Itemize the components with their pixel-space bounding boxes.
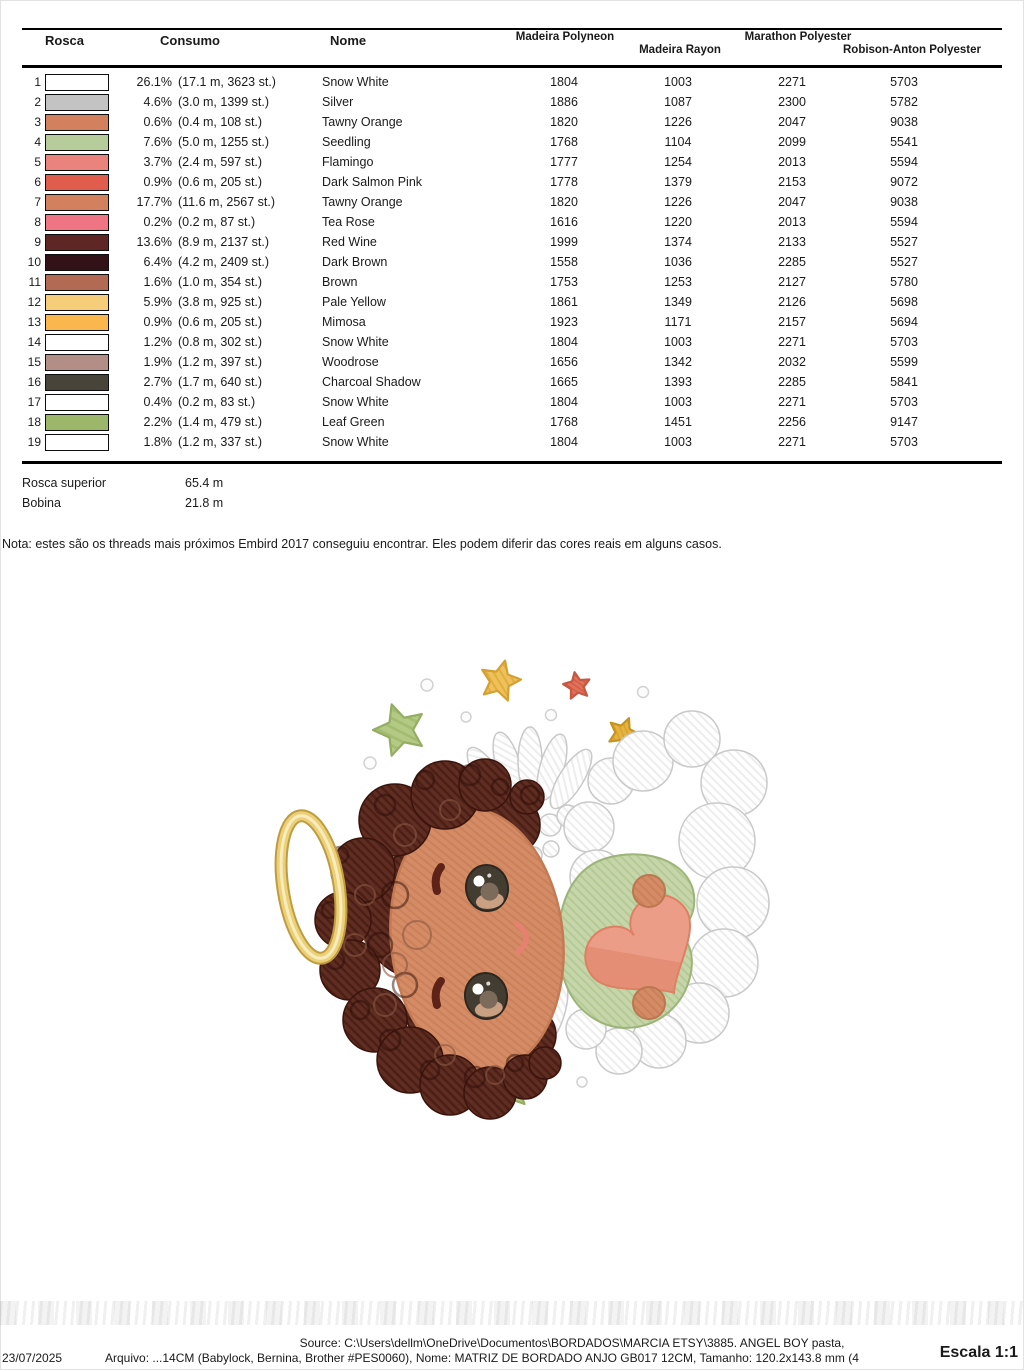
color-swatch	[45, 254, 109, 271]
madeira-rayon-code: 1342	[664, 355, 692, 369]
robison-anton-code: 9147	[890, 415, 918, 429]
table-row	[22, 352, 1002, 372]
color-swatch	[45, 234, 109, 251]
marathon-polyester-code: 2127	[778, 275, 806, 289]
marathon-polyester-code: 2047	[778, 115, 806, 129]
thread-name: Charcoal Shadow	[322, 375, 421, 389]
marathon-polyester-code: 2013	[778, 215, 806, 229]
madeira-polyneon-code: 1804	[550, 395, 578, 409]
marathon-polyester-code: 2285	[778, 255, 806, 269]
consumo-percent: 26.1%	[136, 75, 172, 89]
madeira-polyneon-code: 1753	[550, 275, 578, 289]
table-row	[22, 92, 1002, 112]
consumo-percent: 2.7%	[143, 375, 172, 389]
row-number: 3	[34, 115, 41, 129]
consumo-percent: 7.6%	[143, 135, 172, 149]
consumo-detail: (4.2 m, 2409 st.)	[178, 255, 270, 269]
thread-name: Tea Rose	[322, 215, 375, 229]
table-row	[22, 332, 1002, 352]
marathon-polyester-code: 2032	[778, 355, 806, 369]
consumo-detail: (0.2 m, 83 st.)	[178, 395, 256, 409]
consumo-percent: 0.9%	[143, 175, 172, 189]
row-number: 6	[34, 175, 41, 189]
robison-anton-code: 5594	[890, 215, 918, 229]
thread-name: Flamingo	[322, 155, 374, 169]
note-text: Nota: estes são os threads mais próximos Embird 2017 conseguiu encontrar. Eles podem diferir das cores reais em alguns casos.	[2, 537, 722, 551]
color-swatch	[45, 174, 109, 191]
table-row	[22, 132, 1002, 152]
footer-file-line: Arquivo: ...14CM (Babylock, Bernina, Brother #PES0060), Nome: MATRIZ DE BORDADO ANJO GB017 12CM, Tamanho: 120.2x143.8 mm (4	[105, 1351, 859, 1365]
robison-anton-code: 9038	[890, 115, 918, 129]
consumo-percent: 4.6%	[143, 95, 172, 109]
thread-name: Seedling	[322, 135, 371, 149]
madeira-polyneon-code: 1804	[550, 75, 578, 89]
consumo-percent: 1.6%	[143, 275, 172, 289]
thread-name: Red Wine	[322, 235, 377, 249]
row-number: 7	[34, 195, 41, 209]
consumo-detail: (3.0 m, 1399 st.)	[178, 95, 270, 109]
madeira-polyneon-code: 1665	[550, 375, 578, 389]
madeira-rayon-code: 1104	[664, 135, 692, 149]
color-swatch	[45, 394, 109, 411]
header-robison-anton: Robison-Anton Polyester	[842, 44, 982, 56]
madeira-polyneon-code: 1820	[550, 115, 578, 129]
consumo-percent: 0.6%	[143, 115, 172, 129]
color-swatch	[45, 414, 109, 431]
robison-anton-code: 5599	[890, 355, 918, 369]
table-row	[22, 72, 1002, 92]
consumo-percent: 6.4%	[143, 255, 172, 269]
thread-name: Dark Salmon Pink	[322, 175, 423, 189]
robison-anton-code: 5527	[890, 255, 918, 269]
row-number: 10	[27, 255, 41, 269]
header-nome: Nome	[330, 33, 367, 48]
header-marathon: Marathon Polyester	[744, 31, 852, 43]
row-number: 12	[27, 295, 41, 309]
color-swatch	[45, 354, 109, 371]
thread-name: Silver	[322, 95, 354, 109]
row-number: 13	[27, 315, 41, 329]
thread-name: Leaf Green	[322, 415, 385, 429]
consumo-detail: (1.2 m, 397 st.)	[178, 355, 263, 369]
consumo-percent: 1.9%	[143, 355, 172, 369]
halo	[272, 812, 350, 963]
marathon-polyester-code: 2271	[778, 75, 806, 89]
madeira-rayon-code: 1253	[664, 275, 692, 289]
marathon-polyester-code: 2153	[778, 175, 806, 189]
footer-scale-label: Escala 1:1	[939, 1344, 1018, 1361]
marathon-polyester-code: 2271	[778, 395, 806, 409]
table-row	[22, 232, 1002, 252]
marathon-polyester-code: 2285	[778, 375, 806, 389]
table-row	[22, 172, 1002, 192]
marathon-polyester-code: 2126	[778, 295, 806, 309]
color-swatch	[45, 274, 109, 291]
table-row	[22, 112, 1002, 132]
marathon-polyester-code: 2256	[778, 415, 806, 429]
color-swatch	[45, 154, 109, 171]
thread-name: Pale Yellow	[322, 295, 386, 309]
robison-anton-code: 5841	[890, 375, 918, 389]
consumo-percent: 13.6%	[136, 235, 172, 249]
thread-name: Snow White	[322, 335, 389, 349]
table-top-rule	[22, 28, 1002, 30]
consumo-detail: (1.2 m, 337 st.)	[178, 435, 263, 449]
color-swatch	[45, 134, 109, 151]
bobina-label: Bobina	[22, 496, 61, 510]
madeira-rayon-code: 1254	[664, 155, 692, 169]
madeira-rayon-code: 1171	[664, 315, 692, 329]
row-number: 15	[27, 355, 41, 369]
table-row	[22, 372, 1002, 392]
madeira-rayon-code: 1036	[664, 255, 692, 269]
madeira-rayon-code: 1393	[664, 375, 692, 389]
robison-anton-code: 5703	[890, 395, 918, 409]
marathon-polyester-code: 2133	[778, 235, 806, 249]
thread-name: Brown	[322, 275, 358, 289]
color-swatch	[45, 374, 109, 391]
row-number: 11	[28, 275, 41, 289]
color-swatch	[45, 194, 109, 211]
madeira-polyneon-code: 1777	[550, 155, 578, 169]
consumo-percent: 5.9%	[143, 295, 172, 309]
thread-name: Tawny Orange	[322, 115, 403, 129]
madeira-rayon-code: 1003	[664, 395, 692, 409]
table-row	[22, 152, 1002, 172]
faint-stitch-band	[0, 1301, 1024, 1325]
madeira-rayon-code: 1003	[664, 335, 692, 349]
robison-anton-code: 5541	[890, 135, 918, 149]
consumo-detail: (1.0 m, 354 st.)	[178, 275, 263, 289]
consumo-detail: (0.6 m, 205 st.)	[178, 315, 263, 329]
header-madeira-polyneon: Madeira Polyneon	[515, 31, 615, 43]
row-number: 9	[34, 235, 41, 249]
marathon-polyester-code: 2099	[778, 135, 806, 149]
consumo-detail: (2.4 m, 597 st.)	[178, 155, 263, 169]
row-number: 17	[27, 395, 41, 409]
robison-anton-code: 5782	[890, 95, 918, 109]
thread-name: Woodrose	[322, 355, 379, 369]
robison-anton-code: 9038	[890, 195, 918, 209]
madeira-polyneon-code: 1820	[550, 195, 578, 209]
thread-name: Mimosa	[322, 315, 366, 329]
marathon-polyester-code: 2271	[778, 335, 806, 349]
thread-name: Dark Brown	[322, 255, 388, 269]
consumo-percent: 0.2%	[143, 215, 172, 229]
color-swatch	[45, 94, 109, 111]
consumo-detail: (1.7 m, 640 st.)	[178, 375, 263, 389]
robison-anton-code: 5780	[890, 275, 918, 289]
madeira-rayon-code: 1451	[664, 415, 692, 429]
table-row	[22, 312, 1002, 332]
color-swatch	[45, 74, 109, 91]
madeira-polyneon-code: 1778	[550, 175, 578, 189]
rosca-superior-label: Rosca superior	[22, 476, 107, 490]
table-row	[22, 192, 1002, 212]
row-number: 14	[27, 335, 41, 349]
thread-name: Snow White	[322, 75, 389, 89]
embroidery-design-angel-boy	[245, 615, 775, 1275]
consumo-detail: (0.8 m, 302 st.)	[178, 335, 263, 349]
consumo-detail: (0.2 m, 87 st.)	[178, 215, 256, 229]
thread-table	[22, 72, 1002, 452]
header-consumo: Consumo	[160, 33, 220, 48]
robison-anton-code: 9072	[890, 175, 918, 189]
robison-anton-code: 5694	[890, 315, 918, 329]
row-number: 4	[34, 135, 41, 149]
row-number: 16	[27, 375, 41, 389]
footer-date: 23/07/2025	[2, 1351, 63, 1365]
consumo-percent: 1.2%	[143, 335, 172, 349]
marathon-polyester-code: 2013	[778, 155, 806, 169]
table-row	[22, 252, 1002, 272]
consumo-detail: (11.6 m, 2567 st.)	[178, 195, 276, 209]
consumo-percent: 0.4%	[143, 395, 172, 409]
madeira-polyneon-code: 1656	[550, 355, 578, 369]
table-header-rule	[22, 65, 1002, 68]
table-bottom-rule	[22, 461, 1002, 464]
thread-name: Snow White	[322, 435, 389, 449]
madeira-polyneon-code: 1886	[550, 95, 578, 109]
table-row	[22, 412, 1002, 432]
madeira-polyneon-code: 1616	[550, 215, 578, 229]
marathon-polyester-code: 2271	[778, 435, 806, 449]
row-number: 2	[34, 95, 41, 109]
consumo-detail: (8.9 m, 2137 st.)	[178, 235, 270, 249]
row-number: 8	[34, 215, 41, 229]
table-row	[22, 392, 1002, 412]
consumo-percent: 0.9%	[143, 315, 172, 329]
color-swatch	[45, 434, 109, 451]
row-number: 18	[27, 415, 41, 429]
thread-name: Snow White	[322, 395, 389, 409]
color-swatch	[45, 314, 109, 331]
color-swatch	[45, 114, 109, 131]
color-swatch	[45, 294, 109, 311]
rosca-superior-value: 65.4 m	[185, 476, 224, 490]
table-row	[22, 272, 1002, 292]
robison-anton-code: 5703	[890, 75, 918, 89]
madeira-polyneon-code: 1804	[550, 335, 578, 349]
madeira-rayon-code: 1226	[664, 115, 692, 129]
madeira-rayon-code: 1379	[664, 175, 692, 189]
madeira-polyneon-code: 1558	[550, 255, 578, 269]
marathon-polyester-code: 2300	[778, 95, 806, 109]
color-swatch	[45, 214, 109, 231]
consumo-detail: (0.6 m, 205 st.)	[178, 175, 263, 189]
thread-name: Tawny Orange	[322, 195, 403, 209]
madeira-rayon-code: 1003	[664, 435, 692, 449]
table-row	[22, 432, 1002, 452]
consumo-percent: 17.7%	[136, 195, 172, 209]
madeira-rayon-code: 1220	[664, 215, 692, 229]
consumo-percent: 2.2%	[143, 415, 172, 429]
robison-anton-code: 5703	[890, 435, 918, 449]
madeira-rayon-code: 1226	[664, 195, 692, 209]
consumo-detail: (1.4 m, 479 st.)	[178, 415, 263, 429]
madeira-polyneon-code: 1861	[550, 295, 578, 309]
madeira-polyneon-code: 1768	[550, 415, 578, 429]
madeira-rayon-code: 1087	[664, 95, 692, 109]
robison-anton-code: 5703	[890, 335, 918, 349]
row-number: 19	[27, 435, 41, 449]
table-row	[22, 292, 1002, 312]
marathon-polyester-code: 2157	[778, 315, 806, 329]
madeira-rayon-code: 1003	[664, 75, 692, 89]
consumo-percent: 3.7%	[143, 155, 172, 169]
bobina-value: 21.8 m	[185, 496, 224, 510]
header-madeira-rayon: Madeira Rayon	[639, 44, 721, 56]
robison-anton-code: 5594	[890, 155, 918, 169]
madeira-rayon-code: 1374	[664, 235, 692, 249]
consumo-percent: 1.8%	[143, 435, 172, 449]
consumo-detail: (3.8 m, 925 st.)	[178, 295, 263, 309]
madeira-polyneon-code: 1923	[550, 315, 578, 329]
madeira-polyneon-code: 1768	[550, 135, 578, 149]
robison-anton-code: 5698	[890, 295, 918, 309]
color-swatch	[45, 334, 109, 351]
robison-anton-code: 5527	[890, 235, 918, 249]
table-row	[22, 212, 1002, 232]
row-number: 5	[34, 155, 41, 169]
header-rosca: Rosca	[45, 33, 85, 48]
madeira-polyneon-code: 1804	[550, 435, 578, 449]
consumo-detail: (17.1 m, 3623 st.)	[178, 75, 276, 89]
marathon-polyester-code: 2047	[778, 195, 806, 209]
row-number: 1	[34, 75, 41, 89]
footer-source-line: Source: C:\Users\dellm\OneDrive\Documentos\BORDADOS\MARCIA ETSY\3885. ANGEL BOY pasta,	[299, 1336, 845, 1350]
madeira-polyneon-code: 1999	[550, 235, 578, 249]
madeira-rayon-code: 1349	[664, 295, 692, 309]
consumo-detail: (5.0 m, 1255 st.)	[178, 135, 270, 149]
consumo-detail: (0.4 m, 108 st.)	[178, 115, 263, 129]
